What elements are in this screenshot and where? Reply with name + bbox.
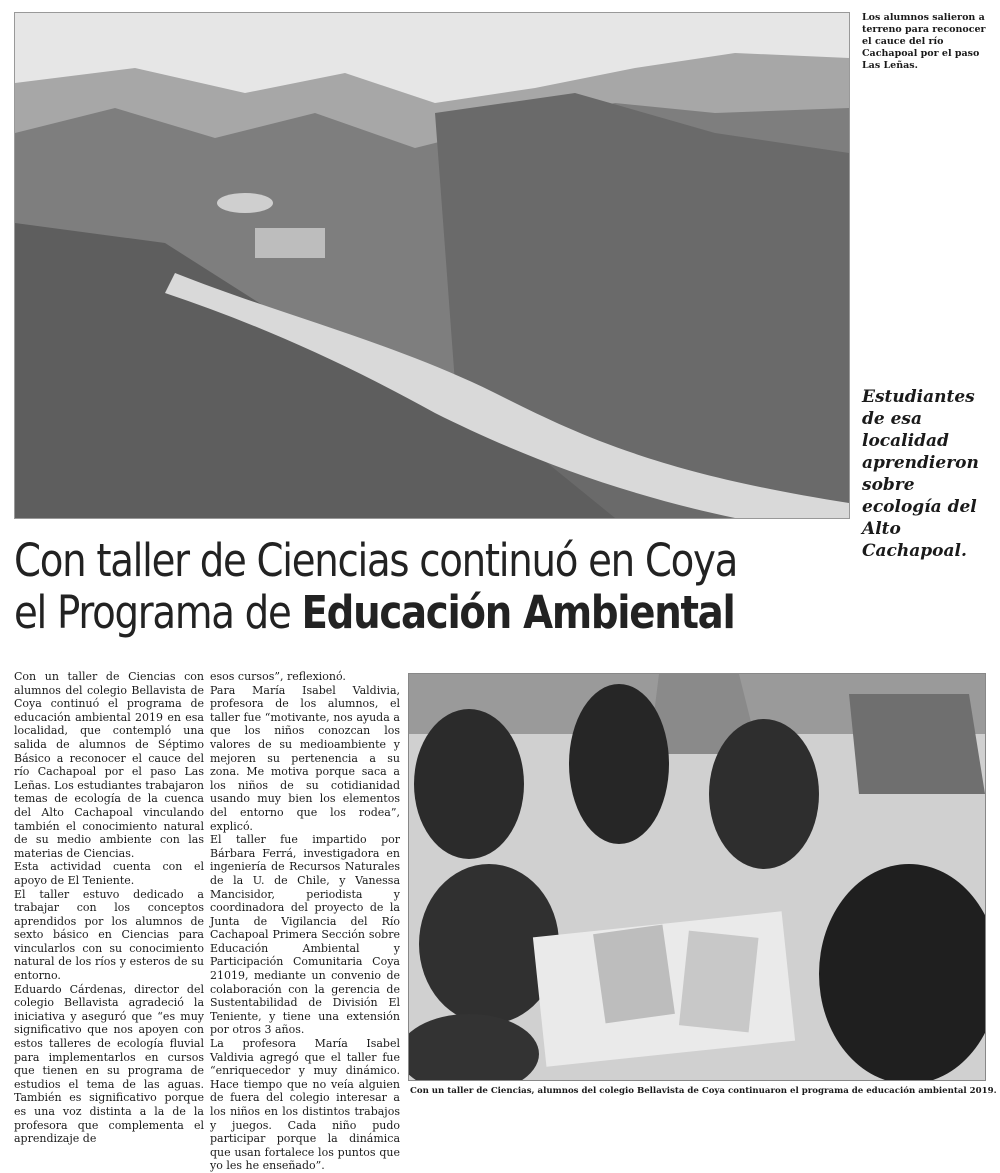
- paragraph: Eduardo Cárdenas, director del colegio Bellavista agradeció la iniciativa y aseguró que “es muy significativo que nos apoyen con estos talleres de ecología fluvial para implementarlos en cursos que tienen en su programa de estudios el tema de las aguas. También es significativo porque es una voz distinta a la de la profesora que complementa el aprendizaje de: [14, 982, 204, 1146]
- headline-line-1: Con taller de Ciencias continuó en Coya: [14, 534, 738, 587]
- headline-line-2-normal: el Programa de: [14, 586, 291, 639]
- paragraph: El taller fue impartido por Bárbara Ferrá, investigadora en ingeniería de Recursos Naturales de la U. de Chile, y Vanessa Mancisidor, periodista y coordinadora del proyecto de la Junta de Vigilancia del Río Cachapoal Primera Sección sobre Educación Ambiental y Participación Comunitaria Coya 21019, mediante un convenio de colaboración con la gerencia de Sustentabilidad de División El Teniente, y tiene una extensión por otros 3 años.: [210, 833, 400, 1037]
- headline: [14, 535, 857, 639]
- paragraph: La profesora María Isabel Valdivia agregó que el taller fue “enriquecedor y muy dinámico. Hace tiempo que no veía alguien de fuera del colegio interesar a los niños en los distintos trabajos y juegos. Cada niño pudo participar porque la dinámica que usan fortalece los puntos que yo les he enseñado”.: [210, 1037, 400, 1173]
- paragraph: Esta actividad cuenta con el apoyo de El Teniente.: [14, 860, 204, 887]
- photo-side-caption: Los alumnos salieron a terreno para reconocer el cauce del río Cachapoal por el paso Las Leñas.: [862, 12, 986, 71]
- paragraph: esos cursos”, reflexionó.: [210, 670, 346, 683]
- photo-highlight-caption: Estudiantes de esa localidad aprendieron sobre ecología del Alto Cachapoal.: [862, 387, 979, 561]
- article-column-2: [210, 670, 400, 1173]
- students-photo: [408, 673, 986, 1081]
- valley-photo: [14, 12, 850, 519]
- students-photo-caption: Con un taller de Ciencias, alumnos del colegio Bellavista de Coya continuaron el programa de educación ambiental 2019.: [410, 1086, 997, 1096]
- article-column-1: [14, 670, 204, 1146]
- headline-line-2: [14, 587, 857, 639]
- paragraph: Con un taller de Ciencias con alumnos del colegio Bellavista de Coya continuó el programa de educación ambiental 2019 en esa localidad, que contempló una salida de alumnos de Séptimo Básico a reconocer el cauce del río Cachapoal por el paso Las Leñas. Los estudiantes trabajaron temas de ecología de la cuenca del Alto Cachapoal vinculando también el conocimiento natural de su medio ambiente con las materias de Ciencias.: [14, 670, 204, 860]
- paragraph: Para María Isabel Valdivia, profesora de los alumnos, el taller fue “motivante, nos ayuda a que los niños conozcan los valores de su medioambiente y mejoren su pertenencia a su zona. Me motiva porque saca a los niños de su cotidianidad usando muy bien los elementos del entorno que los rodea”, explicó.: [210, 683, 400, 833]
- paragraph: El taller estuvo dedicado a trabajar con los conceptos aprendidos por los alumnos de sexto básico en Ciencias para vincularlos con su conocimiento natural de los ríos y esteros de su entorno.: [14, 887, 204, 983]
- headline-line-2-bold: Educación Ambiental: [301, 586, 735, 639]
